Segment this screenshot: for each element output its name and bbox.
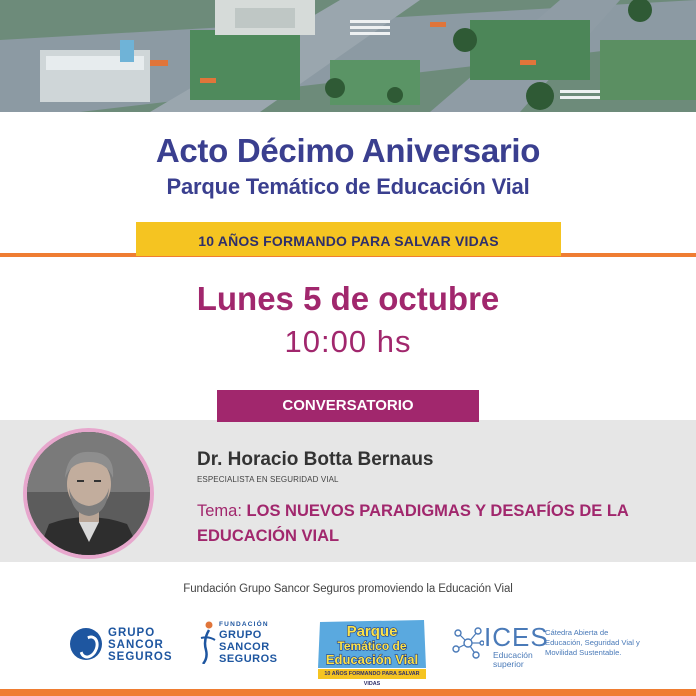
parque-tematico-logo <box>312 618 432 687</box>
grupo-sancor-seguros-logo <box>70 622 180 670</box>
logo-text: Educación Vial <box>325 652 419 667</box>
logo-text: SANCOR <box>219 641 270 653</box>
event-title: Acto Décimo Aniversario <box>155 132 541 169</box>
network-nodes-icon <box>452 623 484 663</box>
logo-text: FUNDACIÓN <box>219 621 269 628</box>
logo-text: SEGUROS <box>108 651 173 663</box>
format-label: CONVERSATORIO <box>217 390 479 422</box>
speaker-photo <box>27 432 150 555</box>
logo-text: Parque <box>346 623 398 640</box>
ices-sub2: superior <box>493 659 524 669</box>
event-subtitle: Parque Temático de Educación Vial <box>166 174 530 199</box>
event-time: 10:00 hs <box>284 324 412 359</box>
logo-text: GRUPO <box>108 627 156 639</box>
speaker-role: ESPECIALISTA EN SEGURIDAD VIAL <box>197 475 339 484</box>
logo-text: Temático de <box>337 639 407 653</box>
ices-sub1: Educación <box>493 650 533 660</box>
topic-label: Tema: <box>197 502 242 520</box>
orange-footer-bar <box>0 689 696 696</box>
logo-text: SEGUROS <box>219 653 278 665</box>
logo-text: GRUPO <box>219 629 262 641</box>
park-aerial-photo <box>0 0 696 112</box>
ices-description: Cátedra Abierta de Educación, Seguridad Vial y Movilidad Sustentable. <box>545 628 640 657</box>
topic-text: LOS NUEVOS PARADIGMAS Y DESAFÍOS DE LA EDUCACIÓN VIAL <box>197 502 629 545</box>
talk-topic <box>197 499 667 549</box>
ices-wordmark: ICES <box>484 622 549 652</box>
fundacion-sancor-logo <box>197 618 297 670</box>
footer-statement: Fundación Grupo Sancor Seguros promoviendo la Educación Vial <box>183 583 513 595</box>
speaker-name: Dr. Horacio Botta Bernaus <box>197 449 434 470</box>
ices-logo <box>452 621 642 671</box>
event-date: Lunes 5 de octubre <box>196 280 500 317</box>
logo-text: SANCOR <box>108 639 164 651</box>
sancor-mark-icon <box>70 628 102 660</box>
parque-logo-tag: 10 AÑOS FORMANDO PARA SALVAR VIDAS <box>318 669 426 679</box>
person-figure-icon <box>197 620 217 664</box>
speaker-avatar <box>23 428 154 559</box>
tagline-banner: 10 AÑOS FORMANDO PARA SALVAR VIDAS <box>136 222 561 256</box>
